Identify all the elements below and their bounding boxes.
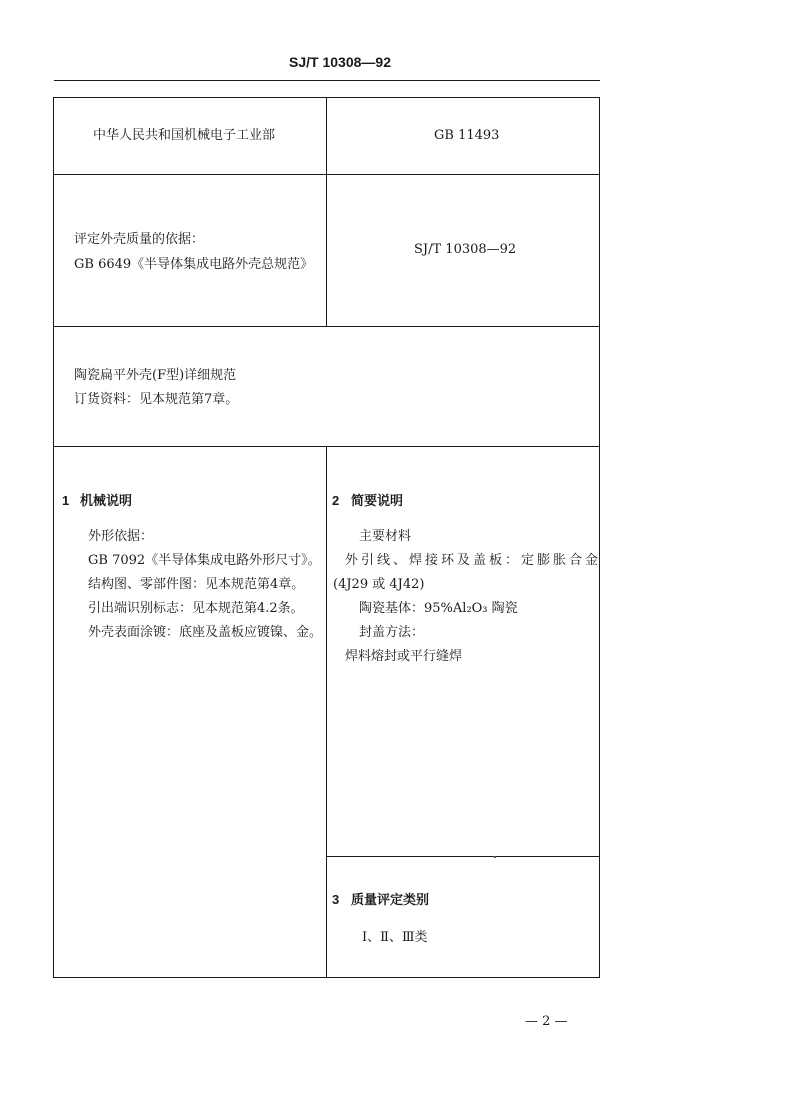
section3-divider bbox=[326, 856, 600, 857]
section1-line: 外形依据： bbox=[88, 529, 154, 544]
row2-divider bbox=[53, 326, 600, 327]
spec-title: 陶瓷扁平外壳(F型)详细规范 bbox=[74, 368, 237, 383]
section1-line: GB 7092《半导体集成电路外形尺寸》。 bbox=[88, 553, 321, 568]
basis-standard: GB 6649《半导体集成电路外壳总规范》 bbox=[74, 257, 314, 272]
section1-line: 外壳表面涂镀：底座及盖板应镀镍、金。 bbox=[88, 625, 323, 640]
top-column-divider bbox=[326, 97, 327, 326]
quality-categories: Ⅰ、Ⅱ、Ⅲ类 bbox=[362, 930, 428, 945]
section2-line: 陶瓷基体：95%Al₂O₃ 陶瓷 bbox=[359, 601, 518, 616]
section2-title: 简要说明 bbox=[351, 493, 404, 508]
basis-label: 评定外壳质量的依据： bbox=[74, 232, 205, 247]
section2-line: 外引线、焊接环及盖板：定膨胀合金 bbox=[345, 553, 602, 568]
spec-number: SJ/T 10308—92 bbox=[414, 242, 517, 257]
section1-number: 1 bbox=[62, 493, 70, 508]
document-code: SJ/T 10308—92 bbox=[289, 54, 391, 70]
section2-line: 焊料熔封或平行缝焊 bbox=[345, 649, 463, 664]
bottom-column-divider bbox=[326, 446, 327, 978]
page-number: — 2 — bbox=[525, 1014, 568, 1029]
section1-title: 机械说明 bbox=[80, 493, 133, 508]
ordering-info: 订货资料：见本规范第7章。 bbox=[74, 392, 239, 407]
section1-line: 引出端识别标志：见本规范第4.2条。 bbox=[88, 601, 304, 616]
section3-number: 3 bbox=[332, 892, 340, 907]
section2-line: (4J29 或 4J42) bbox=[333, 577, 425, 592]
ministry-name: 中华人民共和国机械电子工业部 bbox=[93, 128, 276, 143]
section2-line: 主要材料 bbox=[359, 529, 412, 544]
header-rule bbox=[54, 80, 600, 81]
section1-line: 结构图、零部件图：见本规范第4章。 bbox=[88, 577, 305, 592]
section3-title: 质量评定类别 bbox=[351, 892, 430, 907]
gb-number: GB 11493 bbox=[434, 128, 500, 143]
section2-number: 2 bbox=[332, 493, 340, 508]
scan-speck bbox=[494, 856, 496, 858]
section2-line: 封盖方法： bbox=[359, 625, 425, 640]
